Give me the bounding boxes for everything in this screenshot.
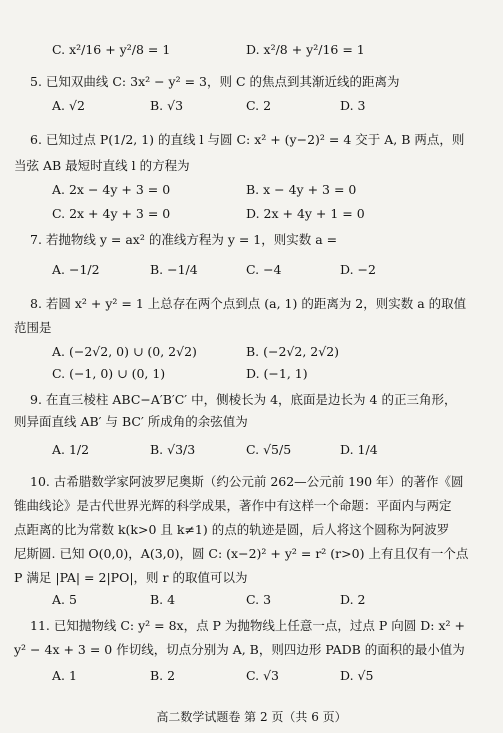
q10-option-d: D. 2	[340, 592, 366, 607]
q9-option-b: B. √3/3	[150, 442, 196, 457]
question-6: 6. 已知过点 P(1/2, 1) 的直线 l 与圆 C: x² + (y−2)² = 4 交于 A, B 两点，则	[30, 132, 465, 147]
page-footer: 高二数学试题卷 第 2 页（共 6 页）	[156, 710, 347, 724]
q11-option-b: B. 2	[150, 668, 176, 683]
q9-option-d: D. 1/4	[340, 442, 378, 457]
question-7: 7. 若抛物线 y = ax² 的准线方程为 y = 1，则实数 a =	[30, 232, 338, 247]
q4-option-d: D. x²/8 + y²/16 = 1	[246, 42, 365, 57]
question-10-line-5: P 满足 |PA| = 2|PO|，则 r 的取值可以为	[14, 570, 248, 585]
q8-option-b: B. (−2√2, 2√2)	[246, 344, 340, 359]
q6-option-c: C. 2x + 4y + 3 = 0	[52, 206, 171, 221]
question-10-line-2: 锥曲线论》是古代世界光辉的科学成果，著作中有这样一个命题：平面内与两定	[14, 498, 452, 513]
q11-option-c: C. √3	[246, 668, 279, 683]
question-8: 8. 若圆 x² + y² = 1 上总存在两个点到点 (a, 1) 的距离为 2，则实数 a 的取值	[30, 296, 467, 311]
q5-option-a: A. √2	[52, 98, 85, 113]
q11-option-d: D. √5	[340, 668, 374, 683]
question-10: 10. 古希腊数学家阿波罗尼奥斯（约公元前 262—公元前 190 年）的著作《圆	[30, 474, 464, 489]
q9-option-a: A. 1/2	[52, 442, 90, 457]
q7-option-b: B. −1/4	[150, 262, 198, 277]
question-11-cont: y² − 4x + 3 = 0 作切线，切点分别为 A, B，则四边形 PADB 的面积的最小值为	[14, 642, 465, 657]
q6-option-b: B. x − 4y + 3 = 0	[246, 182, 357, 197]
q5-option-c: C. 2	[246, 98, 272, 113]
q11-option-a: A. 1	[52, 668, 77, 683]
q10-option-a: A. 5	[52, 592, 77, 607]
q10-option-b: B. 4	[150, 592, 176, 607]
q7-option-d: D. −2	[340, 262, 376, 277]
question-6-cont: 当弦 AB 最短时直线 l 的方程为	[14, 158, 190, 173]
q7-option-c: C. −4	[246, 262, 282, 277]
q4-option-c: C. x²/16 + y²/8 = 1	[52, 42, 171, 57]
question-11: 11. 已知抛物线 C: y² = 8x，点 P 为抛物线上任意一点，过点 P 向圆 D: x² +	[30, 618, 465, 633]
question-8-cont: 范围是	[14, 320, 52, 335]
question-9-cont: 则异面直线 AB′ 与 BC′ 所成角的余弦值为	[14, 414, 248, 429]
q8-option-d: D. (−1, 1)	[246, 366, 308, 381]
question-10-line-3: 点距离的比为常数 k(k>0 且 k≠1) 的点的轨迹是圆，后人将这个圆称为阿波罗	[14, 522, 450, 537]
q8-option-c: C. (−1, 0) ∪ (0, 1)	[52, 366, 166, 381]
q9-option-c: C. √5/5	[246, 442, 292, 457]
question-9: 9. 在直三棱柱 ABC−A′B′C′ 中，侧棱长为 4，底面是边长为 4 的正三角形，	[30, 392, 457, 407]
q10-option-c: C. 3	[246, 592, 272, 607]
q6-option-a: A. 2x − 4y + 3 = 0	[52, 182, 171, 197]
q5-option-b: B. √3	[150, 98, 184, 113]
question-5: 5. 已知双曲线 C: 3x² − y² = 3，则 C 的焦点到其渐近线的距离为	[30, 74, 400, 89]
q6-option-d: D. 2x + 4y + 1 = 0	[246, 206, 365, 221]
q5-option-d: D. 3	[340, 98, 366, 113]
question-10-line-4: 尼斯圆. 已知 O(0,0)，A(3,0)，圆 C: (x−2)² + y² = r² (r>0) 上有且仅有一个点	[14, 546, 469, 561]
q8-option-a: A. (−2√2, 0) ∪ (0, 2√2)	[52, 344, 197, 359]
q7-option-a: A. −1/2	[52, 262, 100, 277]
